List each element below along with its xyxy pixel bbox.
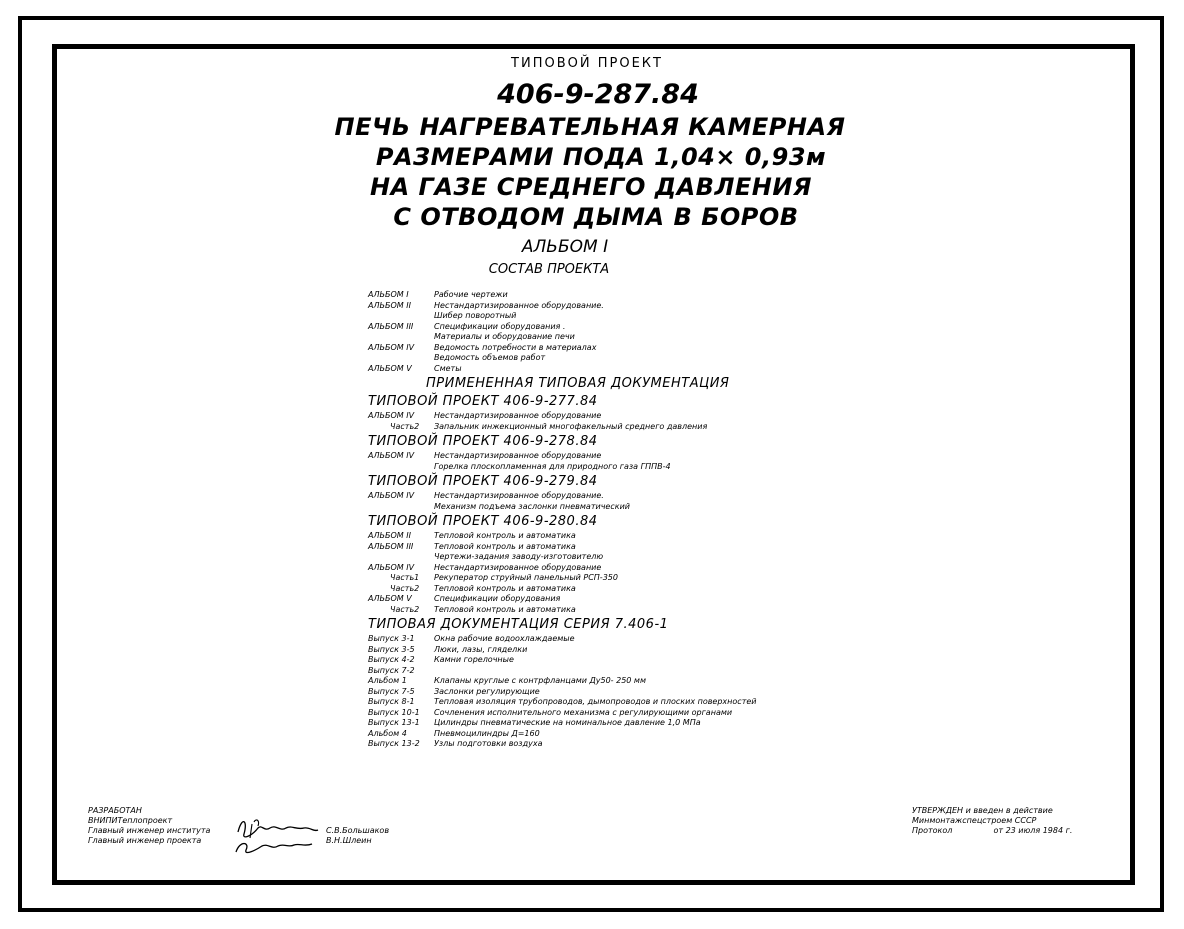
- protocol-date: от 23 июля 1984 г.: [993, 826, 1073, 835]
- approval-block: [912, 806, 1072, 836]
- approval-label: УТВЕРЖДЕН и введен в действие: [912, 806, 1053, 815]
- composition-heading: СОСТАВ ПРОЕКТА: [488, 262, 610, 277]
- list-item: Механизм подъема заслонки пневматический: [434, 501, 630, 511]
- signatory-name-2: В.Н.Шлеин: [326, 836, 372, 845]
- list-item: АЛЬБОМ IV Нестандартизированное оборудование: [368, 451, 602, 460]
- project-heading: ТИПОВОЙ ПРОЕКТ 406-9-280.84: [368, 514, 598, 529]
- list-item: Выпуск 3-1 Окна рабочие водоохлаждаемые: [368, 634, 575, 643]
- list-item: Выпуск 4-2 Камни горелочные: [368, 655, 514, 664]
- list-item: Выпуск 13-1 Цилиндры пневматические на номинальное давление 1,0 МПа: [368, 718, 701, 727]
- signatures-graphic: [232, 810, 322, 858]
- developer-organization: ВНИПИТеплопроект: [88, 816, 173, 825]
- chief-engineer-institute-label: Главный инженер института: [88, 826, 211, 835]
- protocol-label: Протокол: [912, 826, 953, 835]
- list-item: Выпуск 3-5 Люки, лазы, гляделки: [368, 644, 528, 654]
- title-line-2: РАЗМЕРАМИ ПОДА 1,04× 0,93м: [375, 143, 827, 171]
- applied-documentation-heading: ПРИМЕНЕННАЯ ТИПОВАЯ ДОКУМЕНТАЦИЯ: [426, 376, 730, 391]
- list-item: Альбом 4 Пневмоцилиндры Д=160: [368, 728, 540, 738]
- project-number: 406-9-287.84: [497, 79, 699, 110]
- list-item: АЛЬБОМ IV Нестандартизированное оборудование: [368, 562, 602, 572]
- list-item: АЛЬБОМ V Спецификации оборудования: [368, 594, 561, 603]
- list-item: Часть2 Тепловой контроль и автоматика: [390, 604, 576, 614]
- signatory-name-1: С.В.Большаков: [326, 826, 390, 835]
- list-item: Чертежи-задания заводу-изготовителю: [434, 552, 604, 561]
- approval-protocol: [912, 826, 1072, 836]
- signatory-names: [326, 826, 389, 846]
- list-item: Выпуск 13-2 Узлы подготовки воздуха: [368, 739, 543, 748]
- list-item: Часть2 Тепловой контроль и автоматика: [390, 583, 576, 593]
- list-item: АЛЬБОМ IV Нестандартизированное оборудование: [368, 411, 602, 420]
- list-item: Часть1 Рекуператор струйный панельный РСП-350: [390, 573, 618, 582]
- project-label: ТИПОВОЙ ПРОЕКТ: [511, 56, 663, 71]
- title-line-3: НА ГАЗЕ СРЕДНЕГО ДАВЛЕНИЯ: [370, 173, 812, 201]
- list-item: Ведомость объемов работ: [434, 353, 546, 362]
- list-item: АЛЬБОМ II Тепловой контроль и автоматика: [368, 531, 576, 540]
- list-item: Шибер поворотный: [434, 311, 517, 320]
- list-item: Выпуск 7-2: [368, 665, 415, 675]
- project-heading: ТИПОВОЙ ПРОЕКТ 406-9-277.84: [368, 394, 598, 409]
- list-item: Выпуск 8-1 Тепловая изоляция трубопроводов, дымопроводов и плоских поверхностей: [368, 697, 757, 706]
- document-list: [368, 290, 838, 750]
- list-item: Альбом 1 Клапаны круглые с контрфланцами Ду50- 250 мм: [368, 676, 646, 685]
- list-item: АЛЬБОМ III Спецификации оборудования .: [368, 321, 566, 331]
- list-item: АЛЬБОМ V Сметы: [368, 363, 462, 373]
- list-item: АЛЬБОМ IV Нестандартизированное оборудование.: [368, 491, 604, 500]
- series-heading: ТИПОВАЯ ДОКУМЕНТАЦИЯ СЕРИЯ 7.406-1: [368, 617, 669, 632]
- chief-engineer-project-label: Главный инженер проекта: [88, 836, 202, 845]
- list-item: Выпуск 10-1 Сочленения исполнительного механизма с регулирующими органами: [368, 707, 733, 717]
- approval-ministry: Минмонтажспецстроем СССР: [912, 816, 1037, 825]
- list-item: Часть2 Запальник инжекционный многофакельный среднего давления: [390, 421, 708, 431]
- list-item: Материалы и оборудование печи: [434, 332, 575, 341]
- list-item: Горелка плоскопламенная для природного газа ГППВ-4: [434, 461, 671, 471]
- developer-label: РАЗРАБОТАН: [88, 806, 142, 815]
- list-item: АЛЬБОМ I Рабочие чертежи: [368, 290, 508, 299]
- developer-block: [88, 806, 210, 846]
- list-item: АЛЬБОМ III Тепловой контроль и автоматика: [368, 541, 576, 551]
- list-item: Выпуск 7-5 Заслонки регулирующие: [368, 686, 540, 696]
- album-heading: АЛЬБОМ I: [521, 237, 609, 257]
- title-line-1: ПЕЧЬ НАГРЕВАТЕЛЬНАЯ КАМЕРНАЯ: [334, 113, 846, 141]
- project-heading: ТИПОВОЙ ПРОЕКТ 406-9-279.84: [368, 474, 598, 489]
- list-item: АЛЬБОМ II Нестандартизированное оборудование.: [368, 300, 604, 310]
- title-line-4: С ОТВОДОМ ДЫМА В БОРОВ: [393, 203, 799, 231]
- project-heading: ТИПОВОЙ ПРОЕКТ 406-9-278.84: [368, 434, 598, 449]
- list-item: АЛЬБОМ IV Ведомость потребности в материалах: [368, 342, 597, 352]
